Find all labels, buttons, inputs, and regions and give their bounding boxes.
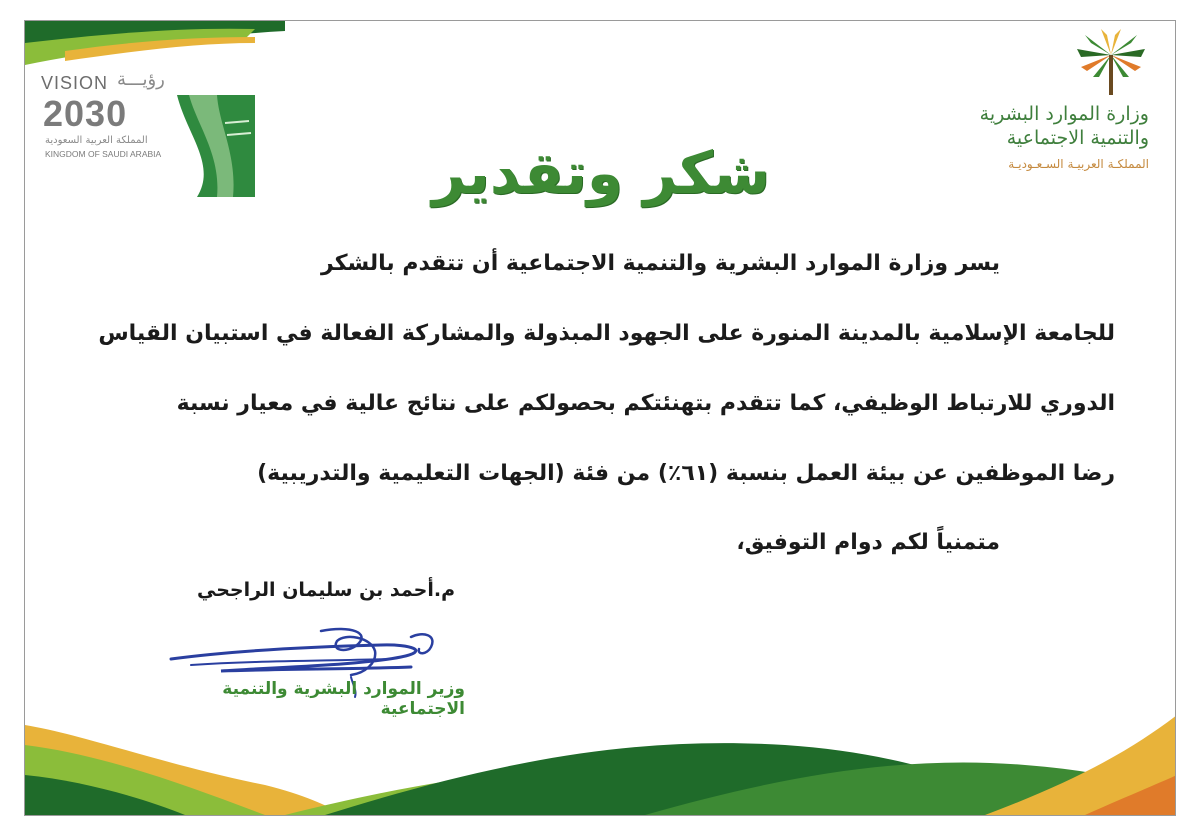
body-line-1: يسر وزارة الموارد البشرية والتنمية الاجتماعية أن تتقدم بالشكر [321,251,1000,276]
ministry-name-line1: وزارة الموارد البشرية [979,103,1149,125]
bottom-decorative-waves [25,705,1176,815]
certificate-title: شكر وتقدير [432,139,770,207]
palm-tree-icon [1071,29,1151,99]
vision-kingdom-arabic: المملكة العربية السعودية [45,135,148,146]
certificate-frame [24,20,1176,816]
body-line-3: الدوري للارتباط الوظيفي، كما تتقدم بتهنئتكم بحصولكم على نتائج عالية في معيار نسبة [176,391,1115,416]
vision-kingdom-english: KINGDOM OF SAUDI ARABIA [45,149,162,159]
body-line-5: متمنياً لكم دوام التوفيق، [736,530,1000,555]
signatory-title: وزير الموارد البشرية والتنمية الاجتماعية [222,679,465,719]
ministry-name-line2: والتنمية الاجتماعية [1006,127,1149,149]
signatory-name: م.أحمد بن سليمان الراجحي [196,579,455,601]
body-line-2: للجامعة الإسلامية بالمدينة المنورة على الجهود المبذولة والمشاركة الفعالة في استبيان القياس [98,321,1115,346]
body-line-4: رضا الموظفين عن بيئة العمل بنسبة (٦١٪) من فئة (الجهات التعليمية والتدريبية) [257,461,1115,486]
vision-word: VISION [41,73,109,93]
vision-year: 2030 [43,93,128,134]
ministry-kingdom: المملكـة العربيـة السـعـوديـة [1008,157,1149,171]
vision-arabic-word: رؤيـــة [117,69,165,90]
